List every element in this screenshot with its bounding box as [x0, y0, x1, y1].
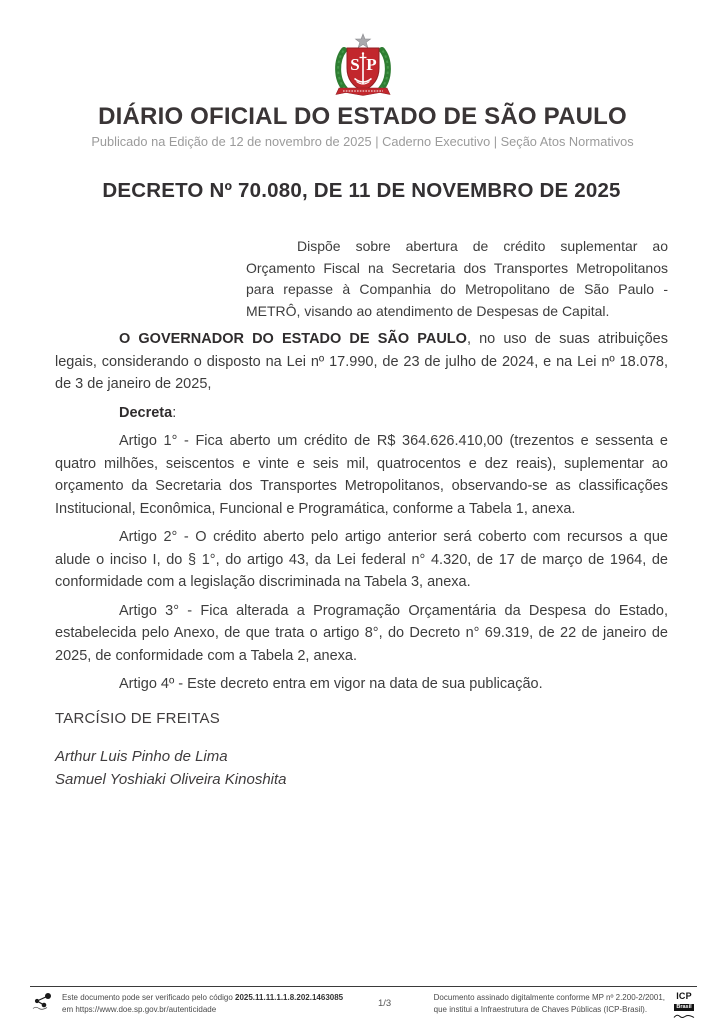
- decreta-line: [55, 402, 668, 425]
- decreta-bold: Decreta: [119, 404, 173, 421]
- decree-content: [0, 178, 725, 791]
- monogram-s: S: [349, 55, 360, 74]
- verification-line-2: em https://www.doe.sp.gov.br/autenticidade: [62, 1004, 217, 1014]
- icp-logo-subtext: Brasil: [676, 1004, 692, 1010]
- gazette-title: DIÁRIO OFICIAL DO ESTADO DE SÃO PAULO: [98, 103, 627, 130]
- icp-signature-squiggle-icon: [673, 1012, 695, 1020]
- verification-block: [30, 992, 343, 1015]
- decree-article-1: Artigo 1° - Fica aberto um crédito de R$ 364.626.410,00 (trezentos e sessenta e quatro milhões, seiscentos e vinte e seis mil, quatrocentos e dez reais), suplementar ao orçamento da Secretaria dos Transportes Metropolitanos, observando-se as classificações Institucional, Econômica, Funcional e Programática, conforme a Tabela 1, anexa.: [55, 433, 668, 517]
- signed-line-2: que institui a Infraestrutura de Chaves Públicas (ICP-Brasil).: [433, 1004, 648, 1014]
- star-icon: [355, 34, 370, 48]
- digital-signature-block: [434, 992, 697, 1023]
- motto-ribbon-icon: [336, 88, 390, 96]
- verification-prefix: Este documento pode ser verificado pelo código: [62, 993, 235, 1002]
- decree-preamble: [55, 328, 668, 396]
- prodesp-logo-icon: [30, 992, 56, 1014]
- page-footer: [30, 986, 697, 1023]
- verification-code: 2025.11.11.1.1.8.202.1463085: [235, 993, 344, 1002]
- governor-signature: TARCÍSIO DE FREITAS: [55, 709, 220, 727]
- decreta-punct: :: [172, 404, 177, 421]
- signed-line-1: Documento assinado digitalmente conforme MP nº 2.200-2/2001,: [433, 993, 665, 1002]
- decree-article-4: Artigo 4º - Este decreto entra em vigor na data de sua publicação.: [119, 676, 543, 692]
- page-number: 1/3: [378, 998, 392, 1009]
- verification-line-1: [62, 992, 343, 1004]
- decree-summary: Dispõe sobre abertura de crédito suplementar ao Orçamento Fiscal na Secretaria dos Transportes Metropolitanos para repasse à Companhia do Metropolitano de São Paulo - METRÔ, visando ao atendimento de Despesas de Capital.: [246, 238, 668, 319]
- gazette-masthead: [0, 0, 725, 150]
- preamble-rest: , no uso de suas atribuições legais, considerando o disposto na Lei nº 17.990, de 23 de julho de 2024, e na Lei nº 18.078, de 3 de janeiro de 2025,: [55, 331, 668, 392]
- monogram-p: P: [365, 55, 377, 74]
- preamble-bold: O GOVERNADOR DO ESTADO DE SÃO PAULO: [119, 331, 467, 347]
- decree-heading: DECRETO Nº 70.080, DE 11 DE NOVEMBRO DE 2025: [102, 179, 621, 202]
- countersignature-1: Arthur Luis Pinho de Lima: [55, 748, 228, 765]
- countersignature-2: Samuel Yoshiaki Oliveira Kinoshita: [55, 770, 287, 788]
- icp-brasil-logo-icon: [671, 992, 697, 1023]
- decree-article-2: Artigo 2° - O crédito aberto pelo artigo anterior será coberto com recursos a que alude o inciso I, do § 1°, do artigo 43, da Lei federal n° 4.320, de 17 de março de 1964, de conformidade com a legislação discriminada na Tabela 3, anexa.: [55, 529, 668, 590]
- icp-logo-text: ICP: [676, 991, 692, 1001]
- countersignatures: [55, 746, 668, 791]
- sao-paulo-coat-of-arms-icon: [329, 33, 397, 96]
- gazette-subtitle: Publicado na Edição de 12 de novembro de 2025 | Caderno Executivo | Seção Atos Normativos: [91, 134, 634, 149]
- decree-article-3: Artigo 3° - Fica alterada a Programação Orçamentária da Despesa do Estado, estabelecida pelo Anexo, de que trata o artigo 8°, do Decreto n° 69.319, de 22 de janeiro de 2025, de conformidade com a Tabela 2, anexa.: [55, 602, 668, 664]
